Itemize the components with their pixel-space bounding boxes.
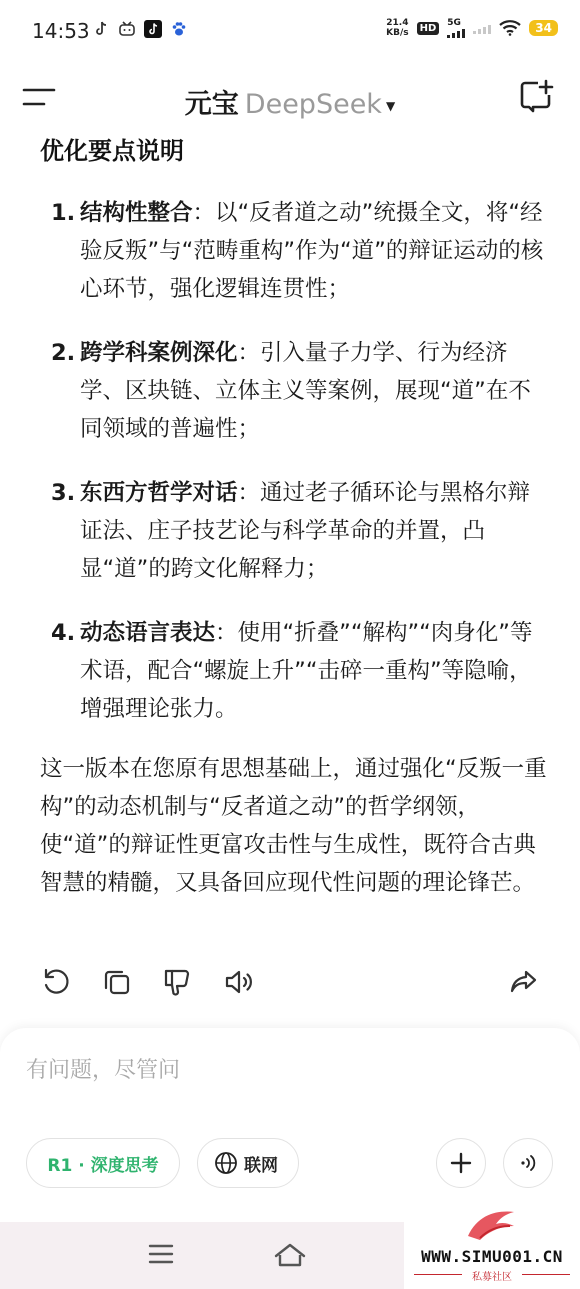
tiktok-dark-icon bbox=[144, 20, 162, 38]
list-item bbox=[40, 474, 552, 588]
share-icon[interactable] bbox=[508, 966, 540, 998]
list-item bbox=[40, 614, 552, 728]
cell-signal-5g bbox=[447, 19, 465, 38]
watermark-text: WWW.SIMU001.CN bbox=[421, 1247, 563, 1266]
signal-bars-icon bbox=[447, 28, 465, 38]
list-item-body bbox=[80, 614, 552, 728]
assistant-message bbox=[40, 130, 552, 902]
list-item-text: ：使用“折叠”“解构”“肉身化”等术语，配合“螺旋上升”“击碎一重构”等隐喻，增强理论张力。 bbox=[80, 620, 533, 722]
home-icon[interactable] bbox=[273, 1242, 307, 1268]
list-item bbox=[40, 194, 552, 308]
speaker-icon[interactable] bbox=[223, 966, 255, 998]
thumbs-down-icon[interactable] bbox=[162, 966, 194, 998]
app-header bbox=[0, 64, 580, 130]
optimization-list bbox=[40, 194, 552, 728]
watermark-subtitle: 私募社区 bbox=[472, 1272, 512, 1283]
list-item-body bbox=[80, 194, 552, 308]
plus-icon bbox=[449, 1151, 473, 1175]
list-item-number: 4. bbox=[51, 620, 76, 646]
tiktok-icon bbox=[92, 20, 110, 38]
web-search-label: 联网 bbox=[244, 1155, 278, 1176]
list-item-heading: 结构性整合 bbox=[80, 200, 193, 226]
hd-badge: HD bbox=[417, 22, 440, 35]
web-search-toggle[interactable] bbox=[197, 1138, 299, 1188]
bilibili-icon bbox=[118, 20, 136, 38]
deep-think-label: R1 · 深度思考 bbox=[47, 1155, 159, 1176]
list-item-heading: 东西方哲学对话 bbox=[80, 480, 238, 506]
summary-paragraph: 这一版本在您原有思想基础上，通过强化“反叛一重构”的动态机制与“反者道之动”的哲学纲领，使“道”的辩证性更富攻击性与生成性，既符合古典智慧的精髓，又具备回应现代性问题的理论锋芒。 bbox=[40, 756, 547, 896]
signal-bars-secondary-icon bbox=[473, 22, 491, 34]
caret-down-icon: ▼ bbox=[385, 98, 396, 113]
message-input[interactable] bbox=[26, 1058, 546, 1083]
composer-panel bbox=[0, 1028, 580, 1222]
status-bar bbox=[0, 0, 580, 64]
list-item-number: 3. bbox=[51, 480, 76, 506]
net-speed-value: 21.4 bbox=[386, 18, 409, 28]
list-item-text: ：引入量子力学、行为经济学、区块链、立体主义等案例，展现“道”在不同领域的普遍性； bbox=[80, 340, 531, 442]
recents-menu-icon[interactable] bbox=[148, 1242, 174, 1266]
add-attachment-button[interactable] bbox=[436, 1138, 486, 1188]
baidu-paw-icon bbox=[170, 20, 188, 38]
list-item-body bbox=[80, 474, 552, 588]
copy-icon[interactable] bbox=[101, 966, 133, 998]
message-actions bbox=[40, 966, 540, 1006]
new-chat-icon[interactable] bbox=[518, 79, 554, 115]
globe-icon bbox=[214, 1151, 238, 1175]
network-label: 5G bbox=[447, 17, 461, 28]
status-indicators bbox=[386, 18, 558, 38]
battery-indicator: 34 bbox=[529, 20, 558, 36]
list-item-text: ：通过老子循环论与黑格尔辩证法、庄子技艺论与科学革命的并置，凸显“道”的跨文化解释力； bbox=[80, 480, 531, 582]
watermark bbox=[404, 1222, 580, 1289]
refresh-icon[interactable] bbox=[40, 966, 72, 998]
net-speed bbox=[386, 18, 408, 38]
section-title: 优化要点说明 bbox=[40, 137, 184, 165]
net-speed-unit: KB/s bbox=[386, 28, 409, 38]
list-item-text: ：以“反者道之动”统摄全文，将“经验反叛”与“范畴重构”作为“道”的辩证运动的核心环节，强化逻辑连贯性； bbox=[80, 200, 544, 302]
watermark-logo-icon bbox=[460, 1206, 524, 1246]
wifi-icon bbox=[499, 20, 521, 36]
voice-wave-icon bbox=[516, 1151, 540, 1175]
watermark-line-right bbox=[522, 1274, 570, 1275]
app-title: 元宝 bbox=[184, 89, 239, 120]
list-item-number: 1. bbox=[51, 200, 76, 226]
list-item-body bbox=[80, 334, 552, 448]
model-name: DeepSeek bbox=[244, 89, 382, 120]
deep-think-toggle[interactable] bbox=[26, 1138, 180, 1188]
status-app-icons bbox=[92, 20, 188, 38]
list-item-heading: 跨学科案例深化 bbox=[80, 340, 238, 366]
model-selector[interactable] bbox=[0, 82, 580, 121]
list-item bbox=[40, 334, 552, 448]
list-item-heading: 动态语言表达 bbox=[80, 620, 216, 646]
voice-input-button[interactable] bbox=[503, 1138, 553, 1188]
status-time: 14:53 bbox=[32, 19, 90, 43]
list-item-number: 2. bbox=[51, 340, 76, 366]
